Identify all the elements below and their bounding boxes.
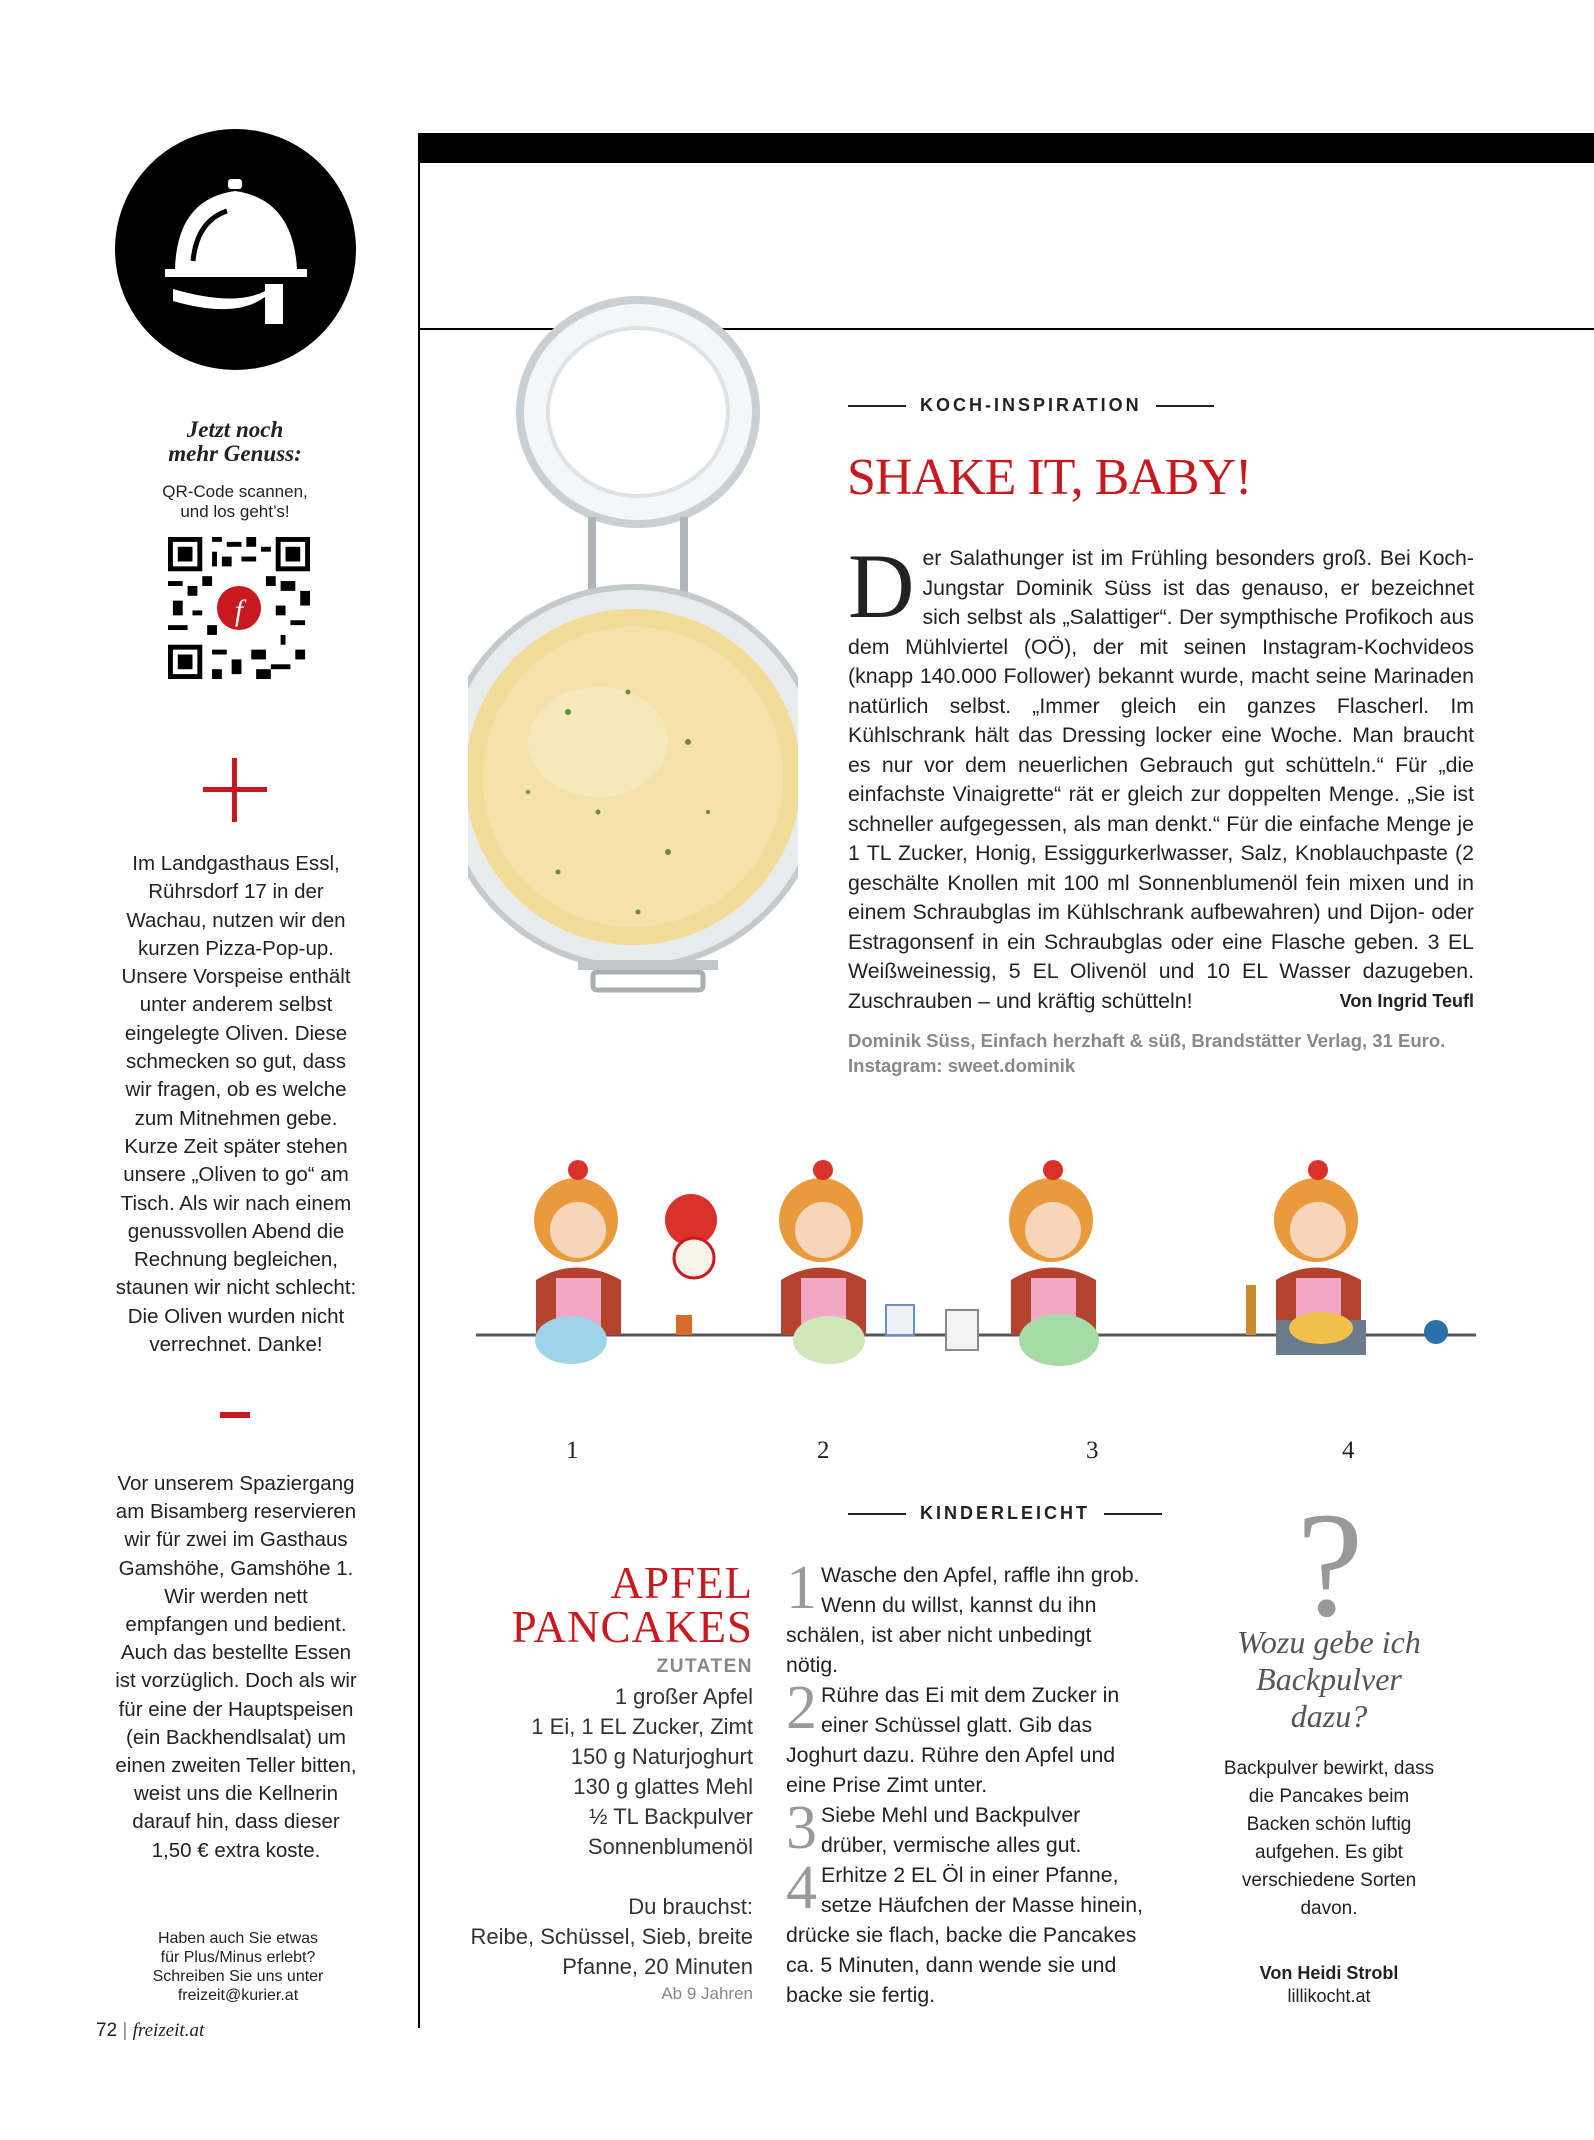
contact-note [140,1929,336,2005]
contact-line: Haben auch Sie etwas [157,1930,319,1947]
recipe-title-line: APFEL [610,1558,753,1608]
publication-name: freizeit.at [132,2020,205,2041]
question-heading [1198,1624,1460,1735]
kicker-label: KOCH-INSPIRATION [920,395,1142,415]
qr-code-icon[interactable] [168,537,310,679]
plus-review-text: Im Landgasthaus Essl, Rührsdorf 17 in der Wachau, nutzen wir den kurzen Pizza-Pop-up. Unsere Vorspeise enthält unter anderem selbst eingelegte Oliven. Diese schmecken so gut, dass wir fragen, ob es welche zum Mitnehmen gebe. Kurze Zeit später stehen unsere „Oliven to go“ am Tisch. Als wir nach einem genussvollen Abend die Rechnung begleichen, staunen wir nicht schlecht: Die Oliven wurden nicht verrechnet. Danke! [115,852,357,1357]
question-mark-icon: ? [1296,1482,1364,1648]
promo-sub-line: QR-Code scannen, [162,482,308,501]
step-text: Siebe Mehl und Backpulver drüber, vermische alles gut. [821,1803,1082,1857]
promo-sub-line: und los geht’s! [180,502,290,521]
question-author [1215,1962,1443,2008]
contact-line: Schreiben Sie uns unter [152,1968,324,1985]
recipe-title-line: PANCAKES [511,1602,753,1652]
kicker-dash [848,1513,906,1515]
illustration-step-number: 4 [1342,1437,1355,1464]
question-line: Wozu gebe ich [1237,1624,1421,1660]
ingredient-item: 150 g Naturjoghurt [570,1744,753,1769]
question-answer: Backpulver bewirkt, dass die Pancakes beim Backen schön luftig aufgehen. Es gibt verschiedene Sorten davon. [1223,1758,1435,1919]
step-number: 3 [786,1794,817,1862]
contact-email[interactable]: freizeit@kurier.at [177,1987,299,2004]
minus-review-text: Vor unserem Spaziergang am Bisamberg reservieren wir für zwei im Gasthaus Gamshöhe, Gamshöhe 1. Wir werden nett empfangen und bedient. Auch das bestellte Essen ist vorzüglich. Doch als wir für eine der Hauptspeisen (ein Backhendlsalat) um einen zweiten Teller bitten, weist uns die Kellnerin darauf hin, dass dieser 1,50 € extra koste. [115,1472,357,1862]
credit-line: Dominik Süss, Einfach herzhaft & süß, Brandstätter Verlag, 31 Euro. [848,1030,1446,1051]
article-text: er Salathunger ist im Frühling besonders groß. Bei Koch-Jungstar Dominik Süss ist das genauso, er bezeichnet sich selbst als „Salattiger“. Der sympthische Profikoch aus dem Mühlviertel (OÖ), der mit seinen Instagram-Kochvideos (knapp 140.000 Follower) bekannt wurde, macht seine Marinaden natürlich selbst. „Immer gleich ein ganzes Flascherl. Im Kühlschrank hält das Dressing locker eine Woche. Man braucht es nur vor dem neuerlichen Gebrauch gut schütteln.“ Für „die einfachste Vinaigrette“ rät er gleich zur doppelten Menge. „Sie ist schneller aufgegessen, als man denkt.“ Für die einfache Menge je 1 TL Zucker, Honig, Essiggurkerlwasser, Salz, Knoblauchpaste (2 geschälte Knollen mit 100 ml Sonnenblumenöl fein mixen und in einem Schraubglas im Kühlschrank aufbewahren) und Dijon- oder Estragonsenf in ein Schraubglas oder eine Flasche geben. 3 EL Weißweinessig, 5 EL Olivenöl und 10 EL Wasser dazugeben. Zuschrauben – und kräftig schütteln! [848,546,1474,1013]
recipe-title [490,1558,753,1652]
kicker-dash [1156,405,1214,407]
illustration-step-number: 1 [566,1437,579,1464]
contact-line: für Plus/Minus erlebt? [160,1949,316,1966]
plus-icon [200,755,270,825]
equipment-line: Reibe, Schüssel, Sieb, breite [470,1924,753,1949]
top-bar [420,133,1594,163]
promo-title [140,418,330,466]
recipe-kicker [848,1503,1176,1524]
recipe-step [786,1554,1146,1680]
book-credit [848,1028,1488,1078]
promo-title-line: Jetzt noch [186,417,284,442]
cloche-serving-icon [115,129,356,370]
page-number: 72 [96,2020,118,2041]
step-number: 2 [786,1674,817,1742]
jar-photo [468,292,798,1032]
minus-icon [220,1412,250,1418]
ingredient-item: 130 g glattes Mehl [573,1774,753,1799]
ingredient-item: ½ TL Backpulver [589,1804,753,1829]
step-text: Rühre das Ei mit dem Zucker in einer Schüssel glatt. Gib das Joghurt dazu. Rühre den Apfel und eine Prise Zimt unter. [786,1683,1120,1797]
author-website[interactable]: lillikocht.at [1287,1986,1371,2006]
equipment-heading: Du brauchst: [628,1894,753,1919]
promo-subtitle [140,482,330,522]
footer-divider: | [122,2020,128,2041]
step-number: 1 [786,1554,817,1622]
recipe-step [786,1794,1146,1862]
ingredient-item: 1 Ei, 1 EL Zucker, Zimt [531,1714,753,1739]
cooking-girl-illustration [476,1140,1476,1460]
step-number: 4 [786,1854,817,1922]
article-body [848,535,1474,1016]
drop-cap: D [848,535,915,637]
article-headline: SHAKE IT, BABY! [847,449,1252,506]
kicker-dash [848,405,906,407]
ingredient-item: 1 großer Apfel [614,1684,753,1709]
column-divider [418,133,420,2028]
ingredients-heading: ZUTATEN [656,1656,753,1677]
article-kicker [848,395,1228,416]
recipe-step [786,1674,1146,1800]
svg-text:f: f [234,595,244,628]
illustration-step-number: 3 [1086,1437,1099,1464]
ingredient-item: Sonnenblumenöl [587,1834,753,1859]
kicker-label: KINDERLEICHT [920,1503,1090,1523]
ingredients-list [455,1652,753,1862]
illustration-step-number: 2 [817,1437,830,1464]
step-text: Erhitze 2 EL Öl in einer Pfanne, setze Häufchen der Masse hinein, drücke sie flach, backe die Pancakes ca. 5 Minuten, dann wende sie und backe sie fertig. [786,1863,1144,2007]
recipe-step [786,1854,1146,2010]
credit-instagram[interactable]: Instagram: sweet.dominik [848,1055,1076,1076]
author-name: Von Heidi Strobl [1259,1963,1399,1983]
article-author: Von Ingrid Teufl [1339,990,1474,1011]
age-recommendation: Ab 9 Jahren [661,1984,753,2003]
equipment-line: Pfanne, 20 Minuten [562,1954,753,1979]
kicker-dash [1104,1513,1162,1515]
equipment-list [455,1892,753,1982]
promo-title-line: mehr Genuss: [168,441,302,466]
page-footer [96,2020,204,2042]
recipe-steps [786,1554,1146,2010]
step-text: Wasche den Apfel, raffle ihn grob. Wenn du willst, kannst du ihn schälen, ist aber nicht unbedingt nötig. [786,1563,1140,1677]
question-line: Backpulver [1256,1661,1402,1697]
question-line: dazu? [1290,1698,1368,1734]
